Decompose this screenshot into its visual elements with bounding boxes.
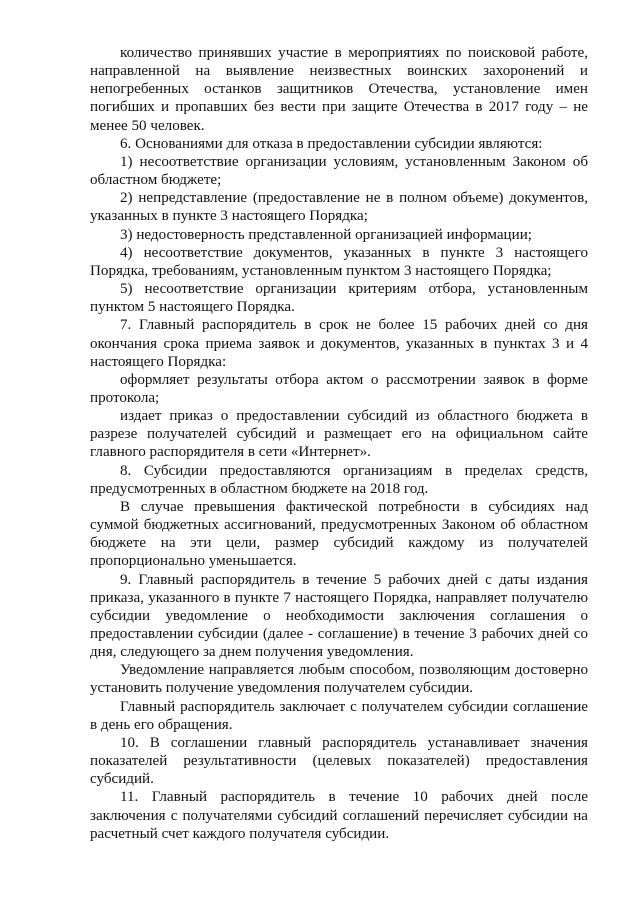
paragraph-item-8-excess: В случае превышения фактической потребности в субсидиях над суммой бюджетных ассигнований, предусмотренных Законом об областном бюджете на эти цели, размер субсидий каждому из получателей пропорционально уменьшается. (90, 498, 588, 570)
paragraph-item-8: 8. Субсидии предоставляются организациям в пределах средств, предусмотренных в областном бюджете на 2018 год. (90, 462, 588, 497)
paragraph-item-9-agreement: Главный распорядитель заключает с получателем субсидии соглашение в день его обращения. (90, 698, 588, 733)
paragraph-subitem-5: 5) несоответствие организации критериям отбора, установленным пунктом 5 настоящего Порядка. (90, 281, 588, 316)
paragraph-item-7-order: издает приказ о предоставлении субсидий из областного бюджета в разрезе получателей субсидий и размещает его на официальном сайте главного распорядителя в сети «Интернет». (90, 408, 588, 461)
paragraph-subitem-3: 3) недостоверность представленной организацией информации; (120, 226, 532, 243)
paragraph-item-9: 9. Главный распорядитель в течение 5 рабочих дней с даты издания приказа, указанного в пункте 7 настоящего Порядка, направляет получателю субсидии уведомление о необходимости заключения соглашения о предоставлении субсидии (далее - соглашение) в течение 3 рабочих дней со дня, следующего за днем получения уведомления. (90, 571, 588, 661)
paragraph-item-7-protocol: оформляет результаты отбора актом о рассмотрении заявок в форме протокола; (90, 371, 588, 406)
document-page (90, 44, 588, 843)
paragraph-subitem-1: 1) несоответствие организации условиям, установленным Законом об областном бюджете; (90, 153, 588, 189)
paragraph-subitem-2: 2) непредставление (предоставление не в полном объеме) документов, указанных в пункте 3 настоящего Порядка; (90, 190, 588, 225)
paragraph-item-6: 6. Основаниями для отказа в предоставлении субсидии являются: (120, 135, 543, 152)
paragraph-item-11: 11. Главный распорядитель в течение 10 рабочих дней после заключения с получателями субсидий соглашений перечисляет субсидии на расчетный счет каждого получателя субсидии. (90, 789, 588, 842)
paragraph-item-10: 10. В соглашении главный распорядитель устанавливает значения показателей результативности (целевых показателей) предоставления субсидий. (90, 734, 588, 788)
paragraph-item-7: 7. Главный распорядитель в срок не более 15 рабочих дней со дня окончания срока приема заявок и документов, указанных в пунктах 3 и 4 настоящего Порядка: (90, 317, 588, 370)
paragraph-continuation: количество принявших участие в мероприятиях по поисковой работе, направленной на выявление неизвестных воинских захоронений и непогребенных останков защитников Отечества, установление имен погибших и пропавших без вести при защите Отечества в 2017 году – не менее 50 человек. (90, 45, 588, 134)
paragraph-item-9-notice: Уведомление направляется любым способом, позволяющим достоверно установить получение уведомления получателем субсидии. (90, 662, 588, 697)
paragraph-subitem-4: 4) несоответствие документов, указанных в пункте 3 настоящего Порядка, требованиям, установленным пунктом 3 настоящего Порядка; (90, 244, 588, 279)
